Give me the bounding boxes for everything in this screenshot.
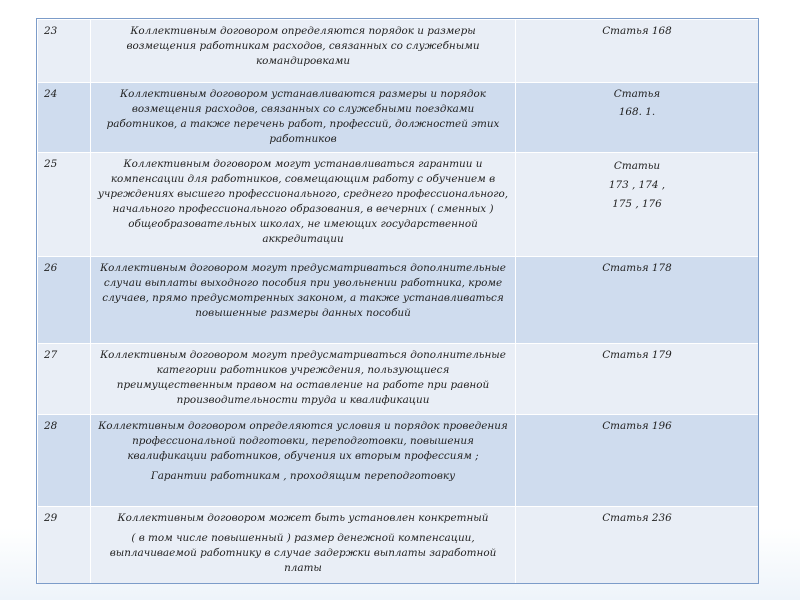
table-row	[38, 83, 759, 153]
row-description	[91, 83, 516, 153]
table-row	[38, 257, 759, 344]
description-paragraph: Коллективным договором определяются условия и порядок проведения профессиональной подготовки, переподготовки, повышения квалификации работников, обучения их вторым профессиям ;	[98, 420, 508, 462]
article-line: Статья 179	[602, 349, 672, 361]
collective-agreement-table	[37, 19, 759, 584]
row-description	[91, 415, 516, 507]
description-paragraph: Коллективным договором определяются порядок и размеры возмещения работникам расходов, связанных со служебными командировками	[126, 25, 480, 67]
row-number: 25	[38, 153, 91, 257]
row-number: 23	[38, 20, 91, 83]
row-number: 28	[38, 415, 91, 507]
row-article	[516, 83, 759, 153]
article-line: Статья 178	[602, 262, 672, 274]
description-paragraph: Коллективным договором могут предусматриваться дополнительные случаи выплаты выходного пособия при увольнении работника, кроме случаев, прямо предусмотренных законом, а также устанавливаться повышенные размеры данных пособий	[100, 262, 506, 319]
article-line: Статья 196	[602, 420, 672, 432]
row-description	[91, 344, 516, 415]
article-line: Статья 168	[602, 25, 672, 37]
article-line: Статья 236	[602, 512, 672, 524]
row-article	[516, 153, 759, 257]
table-row	[38, 344, 759, 415]
row-article	[516, 20, 759, 83]
row-article	[516, 344, 759, 415]
table-row	[38, 153, 759, 257]
row-article	[516, 257, 759, 344]
row-number: 24	[38, 83, 91, 153]
description-paragraph: Гарантии работникам , проходящим переподготовку	[150, 470, 456, 482]
article-line: Статья	[613, 88, 661, 100]
row-article	[516, 415, 759, 507]
description-paragraph: Коллективным договором устанавливаются размеры и порядок возмещения расходов, связанных со служебными поездками работников, а также перечень работ, профессий, должностей этих работников	[106, 88, 500, 145]
article-line: 168. 1.	[618, 106, 656, 118]
description-paragraph: ( в том числе повышенный ) размер денежной компенсации, выплачиваемой работнику в случае задержки выплаты заработной платы	[109, 532, 497, 574]
row-number: 29	[38, 507, 91, 584]
description-paragraph: Коллективным договором могут предусматриваться дополнительные категории работников учреждения, пользующиеся преимущественным правом на оставление на работе при равной производительности труда и квалификации	[100, 349, 506, 406]
table-row	[38, 507, 759, 584]
article-line: Статьи	[613, 160, 661, 172]
row-article	[516, 507, 759, 584]
article-line: 173 , 174 ,	[608, 179, 666, 191]
description-paragraph: Коллективным договором может быть установлен конкретный	[117, 512, 489, 524]
table-row	[38, 415, 759, 507]
row-number: 27	[38, 344, 91, 415]
table-row	[38, 20, 759, 83]
row-description	[91, 20, 516, 83]
row-number: 26	[38, 257, 91, 344]
table-body	[38, 20, 759, 584]
row-description	[91, 507, 516, 584]
row-description	[91, 153, 516, 257]
description-paragraph: Коллективным договором могут устанавливаться гарантии и компенсации для работников, совмещающим работу с обучением в учреждениях высшего профессионального, среднего профессионального, начального профессионального образования, в вечерних ( сменных ) общеобразовательных школах, не имеющих государственной аккредитации	[97, 158, 509, 245]
article-line: 175 , 176	[612, 198, 662, 210]
row-description	[91, 257, 516, 344]
